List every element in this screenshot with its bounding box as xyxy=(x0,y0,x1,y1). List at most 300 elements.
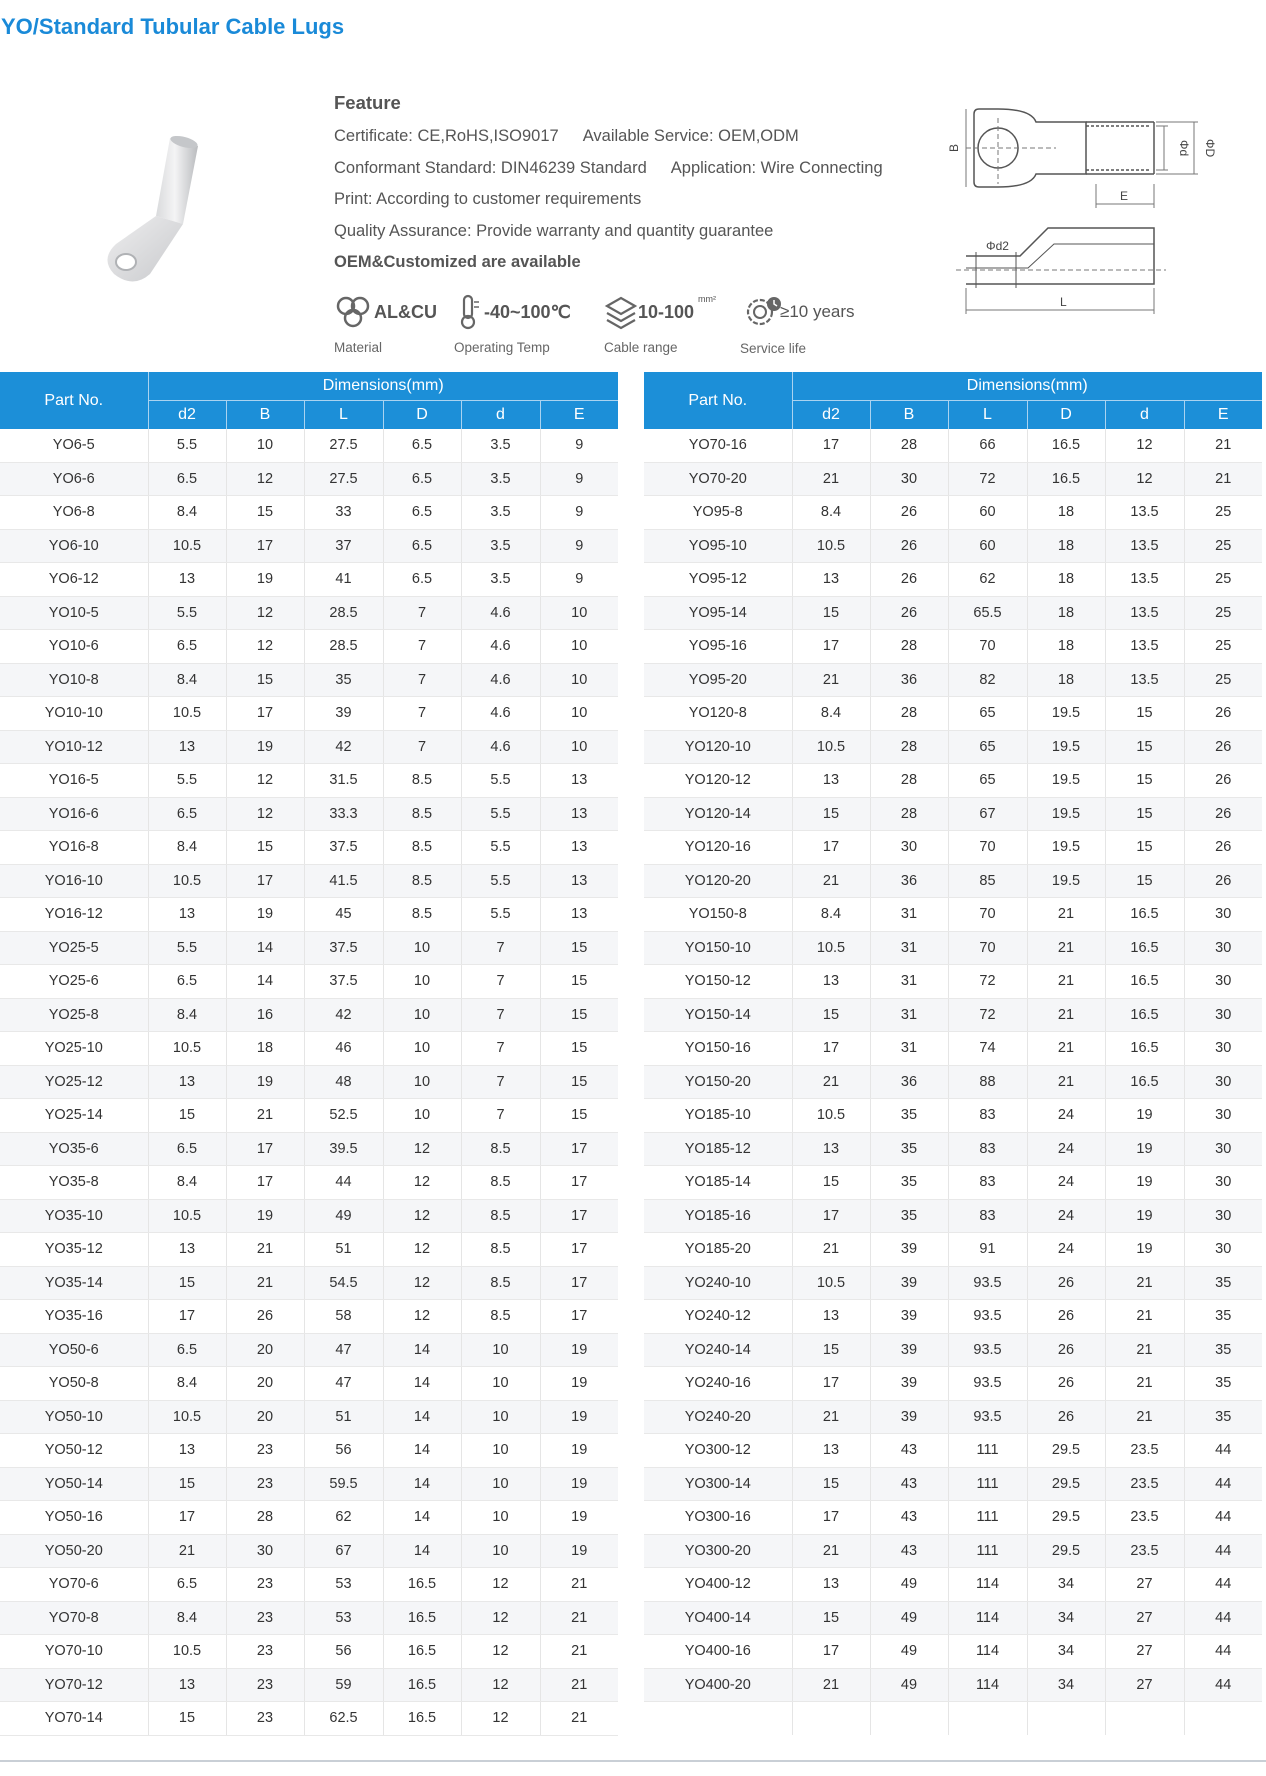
dim-cell-e: 15 xyxy=(540,1065,618,1099)
dim-cell-e: 17 xyxy=(540,1266,618,1300)
dim-cell-l: 114 xyxy=(948,1635,1027,1669)
dim-cell-d2: 15 xyxy=(792,1333,870,1367)
dim-cell-l: 67 xyxy=(948,797,1027,831)
dim-cell-e: 26 xyxy=(1184,831,1262,865)
dim-cell-d: 8.5 xyxy=(461,1266,540,1300)
dim-cell-d2: 10.5 xyxy=(148,1635,226,1669)
dim-cell-d2: 8.4 xyxy=(792,898,870,932)
dim-cell-e: 15 xyxy=(540,1032,618,1066)
dim-cell-d2: 15 xyxy=(148,1266,226,1300)
dim-cell-l: 33 xyxy=(304,496,383,530)
dim-cell-d: 7 xyxy=(383,630,461,664)
dim-cell-d: 18 xyxy=(1027,529,1105,563)
part-no-cell: YO95-20 xyxy=(644,663,792,697)
dim-cell-d: 7 xyxy=(383,697,461,731)
dim-cell-d2: 13 xyxy=(148,563,226,597)
dim-cell-e: 17 xyxy=(540,1300,618,1334)
dim-cell-b: 23 xyxy=(226,1467,304,1501)
dim-cell-l: 37.5 xyxy=(304,965,383,999)
part-no-cell: YO6-6 xyxy=(0,462,148,496)
dim-cell-l: 93.5 xyxy=(948,1400,1027,1434)
part-no-cell: YO300-20 xyxy=(644,1534,792,1568)
dim-cell-e: 15 xyxy=(540,931,618,965)
dim-cell-d: 26 xyxy=(1027,1400,1105,1434)
dim-cell-e: 13 xyxy=(540,764,618,798)
col-header-e: E xyxy=(1184,401,1262,430)
dim-cell-d2: 5.5 xyxy=(148,931,226,965)
dim-cell-d: 24 xyxy=(1027,1132,1105,1166)
dim-cell-l: 35 xyxy=(304,663,383,697)
dim-cell-b: 19 xyxy=(226,730,304,764)
dim-cell-d: 34 xyxy=(1027,1601,1105,1635)
dim-cell-d: 4.6 xyxy=(461,697,540,731)
dim-cell-d2: 8.4 xyxy=(148,998,226,1032)
dim-phi-d2-label: Φd2 xyxy=(986,239,1009,253)
dim-cell-d2: 8.4 xyxy=(148,1601,226,1635)
dim-cell-d2: 6.5 xyxy=(148,1333,226,1367)
part-no-cell: YO70-6 xyxy=(0,1568,148,1602)
empty-cell xyxy=(792,1702,870,1735)
dim-cell-d: 19 xyxy=(1105,1099,1184,1133)
dim-cell-e: 9 xyxy=(540,563,618,597)
dim-cell-l: 56 xyxy=(304,1635,383,1669)
dim-cell-e: 30 xyxy=(1184,898,1262,932)
dim-cell-e: 44 xyxy=(1184,1568,1262,1602)
part-no-cell: YO185-12 xyxy=(644,1132,792,1166)
part-no-cell: YO95-14 xyxy=(644,596,792,630)
table-row xyxy=(644,1534,1262,1568)
dim-cell-e: 25 xyxy=(1184,529,1262,563)
table-row xyxy=(644,1132,1262,1166)
table-row xyxy=(0,496,618,530)
dim-cell-e: 21 xyxy=(1184,462,1262,496)
feature-icons xyxy=(334,292,894,364)
dim-cell-d: 8.5 xyxy=(383,831,461,865)
dim-cell-d: 14 xyxy=(383,1434,461,1468)
table-row xyxy=(0,864,618,898)
dim-cell-e: 35 xyxy=(1184,1400,1262,1434)
dim-cell-d: 8.5 xyxy=(461,1132,540,1166)
table-row xyxy=(644,529,1262,563)
table-row xyxy=(644,1032,1262,1066)
dim-cell-d: 18 xyxy=(1027,563,1105,597)
dim-cell-e: 30 xyxy=(1184,965,1262,999)
dim-cell-d2: 6.5 xyxy=(148,1568,226,1602)
dim-cell-l: 47 xyxy=(304,1367,383,1401)
technical-drawing xyxy=(936,104,1236,334)
dim-cell-b: 26 xyxy=(870,563,948,597)
table-row xyxy=(644,730,1262,764)
table-row xyxy=(644,1266,1262,1300)
dim-cell-d: 8.5 xyxy=(383,764,461,798)
dim-cell-b: 39 xyxy=(870,1333,948,1367)
dim-cell-e: 10 xyxy=(540,630,618,664)
table-row xyxy=(644,1333,1262,1367)
dim-cell-e: 21 xyxy=(1184,429,1262,462)
dim-cell-e: 19 xyxy=(540,1367,618,1401)
dim-cell-e: 30 xyxy=(1184,1233,1262,1267)
dim-cell-d: 24 xyxy=(1027,1099,1105,1133)
part-no-cell: YO150-10 xyxy=(644,931,792,965)
dim-cell-d2: 10.5 xyxy=(148,697,226,731)
dim-cell-d: 7 xyxy=(383,596,461,630)
dim-cell-d: 12 xyxy=(1105,429,1184,462)
dim-cell-l: 41.5 xyxy=(304,864,383,898)
dim-cell-b: 23 xyxy=(226,1668,304,1702)
material-badge xyxy=(334,292,437,355)
col-header-big-d: D xyxy=(383,401,461,430)
dim-cell-d: 34 xyxy=(1027,1568,1105,1602)
empty-cell xyxy=(870,1702,948,1735)
part-no-cell: YO400-20 xyxy=(644,1668,792,1702)
dim-cell-d: 12 xyxy=(383,1233,461,1267)
part-no-cell: YO10-8 xyxy=(0,663,148,697)
dim-cell-e: 26 xyxy=(1184,764,1262,798)
dim-cell-d2: 6.5 xyxy=(148,630,226,664)
dim-cell-d: 15 xyxy=(1105,764,1184,798)
dim-cell-e: 15 xyxy=(540,998,618,1032)
dim-cell-d: 21 xyxy=(1027,1032,1105,1066)
dim-cell-d: 18 xyxy=(1027,663,1105,697)
dim-cell-l: 88 xyxy=(948,1065,1027,1099)
dim-cell-e: 19 xyxy=(540,1434,618,1468)
dim-cell-d2: 8.4 xyxy=(148,1367,226,1401)
dim-cell-d2: 15 xyxy=(792,1467,870,1501)
dim-cell-l: 83 xyxy=(948,1132,1027,1166)
dim-cell-d2: 15 xyxy=(148,1467,226,1501)
dim-cell-d: 21 xyxy=(1105,1300,1184,1334)
dim-cell-d2: 5.5 xyxy=(148,596,226,630)
dim-cell-b: 19 xyxy=(226,1199,304,1233)
dim-cell-l: 48 xyxy=(304,1065,383,1099)
col-header-l: L xyxy=(948,401,1027,430)
table-row xyxy=(0,596,618,630)
dim-cell-d2: 10.5 xyxy=(792,1266,870,1300)
dim-cell-d: 23.5 xyxy=(1105,1501,1184,1535)
dim-cell-d2: 21 xyxy=(148,1534,226,1568)
dim-cell-d: 4.6 xyxy=(461,730,540,764)
dim-cell-b: 17 xyxy=(226,864,304,898)
dim-phi-big-d-label: ΦD xyxy=(1203,138,1217,158)
part-no-cell: YO25-6 xyxy=(0,965,148,999)
part-no-cell: YO16-5 xyxy=(0,764,148,798)
dim-cell-d2: 13 xyxy=(148,1434,226,1468)
dim-cell-l: 111 xyxy=(948,1501,1027,1535)
page-title: YO/Standard Tubular Cable Lugs xyxy=(1,14,345,39)
dim-cell-e: 21 xyxy=(540,1702,618,1736)
dim-cell-d: 21 xyxy=(1105,1400,1184,1434)
empty-cell xyxy=(1105,1702,1184,1735)
dim-cell-e: 25 xyxy=(1184,663,1262,697)
dim-cell-d: 21 xyxy=(1105,1367,1184,1401)
dim-cell-d: 16.5 xyxy=(1027,429,1105,462)
dim-cell-b: 14 xyxy=(226,931,304,965)
dim-l-label: L xyxy=(1060,295,1067,309)
dim-cell-d: 19 xyxy=(1105,1199,1184,1233)
dim-cell-d2: 15 xyxy=(792,797,870,831)
dim-cell-b: 14 xyxy=(226,965,304,999)
table-row xyxy=(0,697,618,731)
table-row xyxy=(644,965,1262,999)
dim-cell-d: 8.5 xyxy=(461,1166,540,1200)
dim-cell-l: 93.5 xyxy=(948,1300,1027,1334)
dim-cell-e: 19 xyxy=(540,1400,618,1434)
table-row xyxy=(644,630,1262,664)
quality-text: Quality Assurance: Provide warranty and quantity guarantee xyxy=(334,221,774,240)
part-no-cell: YO25-8 xyxy=(0,998,148,1032)
dim-cell-b: 31 xyxy=(870,965,948,999)
dim-cell-d2: 17 xyxy=(792,1501,870,1535)
dim-cell-e: 21 xyxy=(540,1601,618,1635)
dim-cell-d: 16.5 xyxy=(1105,931,1184,965)
dim-cell-d2: 17 xyxy=(148,1300,226,1334)
table-row xyxy=(644,1065,1262,1099)
dim-cell-b: 28 xyxy=(870,429,948,462)
dim-cell-d: 15 xyxy=(1105,730,1184,764)
part-no-cell: YO50-8 xyxy=(0,1367,148,1401)
table-row xyxy=(0,529,618,563)
part-no-cell: YO70-20 xyxy=(644,462,792,496)
dim-cell-d2: 6.5 xyxy=(148,797,226,831)
dim-cell-l: 41 xyxy=(304,563,383,597)
dim-cell-e: 30 xyxy=(1184,1032,1262,1066)
table-row xyxy=(644,931,1262,965)
part-no-cell: YO16-10 xyxy=(0,864,148,898)
dim-cell-d2: 15 xyxy=(792,1601,870,1635)
dim-cell-d: 15 xyxy=(1105,864,1184,898)
dim-cell-b: 19 xyxy=(226,1065,304,1099)
table-row xyxy=(0,797,618,831)
dim-cell-b: 39 xyxy=(870,1400,948,1434)
dim-cell-e: 25 xyxy=(1184,596,1262,630)
part-no-cell: YO10-5 xyxy=(0,596,148,630)
dim-cell-d: 16.5 xyxy=(1105,965,1184,999)
dim-cell-l: 51 xyxy=(304,1400,383,1434)
dim-cell-d: 18 xyxy=(1027,630,1105,664)
dim-cell-b: 20 xyxy=(226,1367,304,1401)
dim-cell-l: 93.5 xyxy=(948,1367,1027,1401)
dim-cell-d: 27 xyxy=(1105,1635,1184,1669)
dim-cell-d2: 13 xyxy=(148,1065,226,1099)
dim-cell-e: 19 xyxy=(540,1534,618,1568)
dim-cell-b: 28 xyxy=(870,630,948,664)
part-no-cell: YO300-14 xyxy=(644,1467,792,1501)
dim-cell-b: 35 xyxy=(870,1199,948,1233)
dim-cell-d: 29.5 xyxy=(1027,1434,1105,1468)
table-row xyxy=(0,630,618,664)
table-row xyxy=(644,462,1262,496)
table-row xyxy=(644,496,1262,530)
part-no-cell: YO35-12 xyxy=(0,1233,148,1267)
dim-cell-e: 30 xyxy=(1184,1166,1262,1200)
dim-cell-d: 8.5 xyxy=(383,797,461,831)
dim-cell-d: 10 xyxy=(461,1534,540,1568)
dim-cell-d: 21 xyxy=(1027,998,1105,1032)
dim-cell-d2: 15 xyxy=(792,596,870,630)
empty-cell xyxy=(1027,1702,1105,1735)
dim-cell-e: 21 xyxy=(540,1635,618,1669)
part-no-cell: YO70-10 xyxy=(0,1635,148,1669)
part-no-cell: YO25-12 xyxy=(0,1065,148,1099)
dim-cell-e: 26 xyxy=(1184,697,1262,731)
dim-cell-e: 30 xyxy=(1184,998,1262,1032)
dim-cell-l: 70 xyxy=(948,831,1027,865)
dim-cell-d: 13.5 xyxy=(1105,529,1184,563)
part-no-cell: YO25-10 xyxy=(0,1032,148,1066)
part-no-cell: YO6-8 xyxy=(0,496,148,530)
dim-cell-l: 44 xyxy=(304,1166,383,1200)
dim-cell-b: 12 xyxy=(226,797,304,831)
dim-cell-d2: 13 xyxy=(148,1233,226,1267)
dim-cell-d: 4.6 xyxy=(461,663,540,697)
part-no-cell: YO240-20 xyxy=(644,1400,792,1434)
bottom-divider xyxy=(0,1760,1266,1762)
dim-cell-e: 30 xyxy=(1184,1065,1262,1099)
table-row xyxy=(644,998,1262,1032)
dim-cell-l: 52.5 xyxy=(304,1099,383,1133)
dim-cell-d2: 15 xyxy=(148,1702,226,1736)
dim-cell-d: 6.5 xyxy=(383,462,461,496)
dim-cell-d: 13.5 xyxy=(1105,663,1184,697)
part-no-cell: YO300-12 xyxy=(644,1434,792,1468)
dimensions-header: Dimensions(mm) xyxy=(792,372,1262,401)
dim-cell-l: 59.5 xyxy=(304,1467,383,1501)
table-row xyxy=(0,1467,618,1501)
dim-cell-b: 26 xyxy=(870,496,948,530)
dim-cell-l: 85 xyxy=(948,864,1027,898)
table-row xyxy=(0,1367,618,1401)
dim-cell-d: 14 xyxy=(383,1400,461,1434)
dim-cell-d: 12 xyxy=(1105,462,1184,496)
dim-cell-d: 21 xyxy=(1027,898,1105,932)
table-row xyxy=(644,1199,1262,1233)
table-row xyxy=(644,563,1262,597)
dim-cell-d: 3.5 xyxy=(461,496,540,530)
cable-range-value: 10-100 xyxy=(638,302,695,322)
cable-range-badge xyxy=(604,292,716,355)
empty-cell xyxy=(948,1702,1027,1735)
table-row xyxy=(0,898,618,932)
dim-cell-b: 31 xyxy=(870,998,948,1032)
dim-cell-e: 35 xyxy=(1184,1300,1262,1334)
dim-cell-b: 39 xyxy=(870,1300,948,1334)
dim-cell-d2: 21 xyxy=(792,1233,870,1267)
dim-cell-l: 37.5 xyxy=(304,831,383,865)
dim-cell-b: 12 xyxy=(226,596,304,630)
dim-cell-d: 14 xyxy=(383,1333,461,1367)
dim-cell-b: 20 xyxy=(226,1400,304,1434)
part-no-cell: YO70-14 xyxy=(0,1702,148,1736)
dim-cell-e: 44 xyxy=(1184,1668,1262,1702)
table-row xyxy=(644,663,1262,697)
dim-cell-d: 3.5 xyxy=(461,529,540,563)
table-row xyxy=(0,1166,618,1200)
dim-cell-d: 29.5 xyxy=(1027,1467,1105,1501)
part-no-cell: YO185-14 xyxy=(644,1166,792,1200)
dim-cell-b: 31 xyxy=(870,1032,948,1066)
dim-cell-d: 3.5 xyxy=(461,429,540,462)
table-row xyxy=(644,898,1262,932)
dim-cell-e: 17 xyxy=(540,1233,618,1267)
dim-cell-d2: 17 xyxy=(792,831,870,865)
dim-cell-d: 13.5 xyxy=(1105,563,1184,597)
table-row xyxy=(644,1668,1262,1702)
dim-cell-l: 39 xyxy=(304,697,383,731)
dim-cell-l: 42 xyxy=(304,730,383,764)
dim-cell-e: 21 xyxy=(540,1668,618,1702)
dim-cell-l: 111 xyxy=(948,1467,1027,1501)
part-no-header: Part No. xyxy=(0,372,148,429)
part-no-cell: YO120-14 xyxy=(644,797,792,831)
dim-cell-d2: 13 xyxy=(148,898,226,932)
dim-cell-d2: 17 xyxy=(792,1032,870,1066)
col-header-e: E xyxy=(540,401,618,430)
dim-cell-d2: 15 xyxy=(792,1166,870,1200)
dim-cell-d: 14 xyxy=(383,1467,461,1501)
dim-cell-e: 44 xyxy=(1184,1434,1262,1468)
dim-cell-d: 12 xyxy=(383,1132,461,1166)
dim-cell-b: 10 xyxy=(226,429,304,462)
dim-cell-d2: 10.5 xyxy=(148,1400,226,1434)
part-no-cell: YO400-14 xyxy=(644,1601,792,1635)
cable-range-label: Cable range xyxy=(604,340,678,355)
dim-cell-l: 72 xyxy=(948,998,1027,1032)
dim-cell-d2: 13 xyxy=(792,965,870,999)
dim-cell-d2: 13 xyxy=(792,1434,870,1468)
dim-cell-d: 4.6 xyxy=(461,630,540,664)
dim-cell-d2: 10.5 xyxy=(792,730,870,764)
dim-cell-l: 54.5 xyxy=(304,1266,383,1300)
table-row xyxy=(0,730,618,764)
dim-cell-e: 44 xyxy=(1184,1467,1262,1501)
dim-cell-d: 19.5 xyxy=(1027,730,1105,764)
part-no-cell: YO50-20 xyxy=(0,1534,148,1568)
dim-cell-b: 26 xyxy=(870,596,948,630)
dim-cell-l: 46 xyxy=(304,1032,383,1066)
part-no-cell: YO95-8 xyxy=(644,496,792,530)
dim-cell-b: 28 xyxy=(870,764,948,798)
dim-cell-l: 67 xyxy=(304,1534,383,1568)
dim-b-label: B xyxy=(947,143,961,153)
dim-cell-l: 58 xyxy=(304,1300,383,1334)
part-no-cell: YO16-8 xyxy=(0,831,148,865)
dim-cell-d: 16.5 xyxy=(383,1601,461,1635)
table-row xyxy=(0,1601,618,1635)
dim-cell-d: 19 xyxy=(1105,1132,1184,1166)
dim-cell-d: 29.5 xyxy=(1027,1501,1105,1535)
dim-cell-e: 26 xyxy=(1184,864,1262,898)
table-row xyxy=(644,429,1262,462)
dim-cell-e: 10 xyxy=(540,697,618,731)
dim-cell-e: 17 xyxy=(540,1199,618,1233)
part-no-cell: YO25-5 xyxy=(0,931,148,965)
dim-cell-e: 9 xyxy=(540,462,618,496)
dim-cell-d: 8.5 xyxy=(383,898,461,932)
dim-cell-d2: 13 xyxy=(148,730,226,764)
dim-cell-d: 8.5 xyxy=(461,1300,540,1334)
dim-cell-l: 91 xyxy=(948,1233,1027,1267)
layers-icon xyxy=(604,292,638,332)
dim-cell-b: 28 xyxy=(226,1501,304,1535)
part-no-cell: YO400-16 xyxy=(644,1635,792,1669)
dim-cell-b: 12 xyxy=(226,630,304,664)
dim-cell-d: 12 xyxy=(383,1199,461,1233)
material-value: AL&CU xyxy=(374,302,437,322)
part-no-cell: YO240-16 xyxy=(644,1367,792,1401)
dim-cell-l: 83 xyxy=(948,1199,1027,1233)
table-row xyxy=(644,1635,1262,1669)
dim-cell-l: 65 xyxy=(948,697,1027,731)
